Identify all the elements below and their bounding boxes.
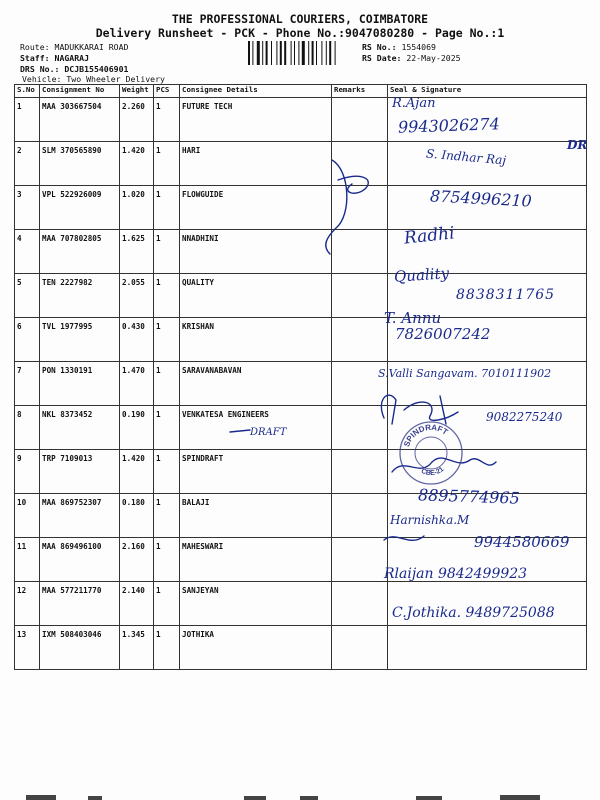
cell-consignee: VENKATESA ENGINEERS [180,406,332,450]
drs-label: DRS No.: [20,64,60,74]
spindraft-stamp [398,420,464,486]
route-value: MADUKKARAI ROAD [54,42,129,52]
cell-consignment: MAA 577211770 [40,582,120,626]
barcode-bar [266,41,268,65]
cell-consignment: TEN 2227982 [40,274,120,318]
cell-consignment: TRP 7109013 [40,450,120,494]
signature-13: C.Jothika. 9489725088 [392,605,555,621]
runsheet-subtitle: Delivery Runsheet - PCK - Phone No.:9047080280 - Page No.:1 [95,26,505,40]
signature-3-phone: 8754996210 [429,186,533,211]
cell-pcs: 1 [154,362,180,406]
table-row [15,450,587,494]
row-9-handwritten-note: DRAFT [250,427,287,438]
page-bottom-edge-marks [0,793,600,800]
cell-pcs: 1 [154,406,180,450]
cell-sno: 6 [15,318,40,362]
cell-pcs: 1 [154,98,180,142]
signature-6-phone: 7826007242 [395,325,491,343]
barcode-bar [262,41,263,65]
cell-consignee: SANJEYAN [180,582,332,626]
cell-consignee: BALAJI [180,494,332,538]
cell-sno: 3 [15,186,40,230]
barcode-bar [252,41,253,65]
barcode-image [248,41,354,65]
cell-consignment: SLM 370565890 [40,142,120,186]
barcode-bar [294,41,295,65]
signature-11-name: Harnishka.M [390,513,470,527]
signature-12: Rlaijan 9842499923 [384,566,528,582]
vehicle-line [22,74,165,84]
cell-remarks [332,274,388,318]
cell-consignment: PON 1330191 [40,362,120,406]
cell-consignee: QUALITY [180,274,332,318]
drs-line [20,64,128,74]
barcode-bar [326,41,327,65]
rs-date-value: 22-May-2025 [406,53,461,63]
cell-weight: 0.180 [120,494,154,538]
barcode-bar [257,41,260,65]
cell-sno: 9 [15,450,40,494]
signature-11-phone: 9944580669 [474,533,570,551]
cell-weight: 2.260 [120,98,154,142]
cell-weight: 1.420 [120,450,154,494]
signature-10-phone: 8895774965 [417,485,521,508]
barcode-bar [271,41,272,65]
rs-no-label: RS No.: [362,42,397,52]
rs-no-line [362,42,436,52]
cell-sno: 10 [15,494,40,538]
header-sno: S.No [15,85,40,98]
cell-consignee: FUTURE TECH [180,98,332,142]
cell-consignment: TVL 1977995 [40,318,120,362]
company-title: THE PROFESSIONAL COURIERS, COIMBATORE [171,12,429,26]
signature-7: S.Valli Sangavam. 7010111902 [378,367,552,380]
header-weight: Weight [120,85,154,98]
cell-remarks [332,406,388,450]
barcode-bar [329,41,331,65]
cell-remarks [332,186,388,230]
vehicle-label: Vehicle: [22,74,62,84]
cell-consignee: KRISHAN [180,318,332,362]
route-line [20,42,128,52]
cell-consignee: FLOWGUIDE [180,186,332,230]
cell-consignee: SPINDRAFT [180,450,332,494]
cell-consignment: IXM 508403046 [40,626,120,670]
signature-5: Quality [393,264,450,286]
barcode-bar [284,41,286,65]
route-label: Route: [20,42,50,52]
header-remarks: Remarks [332,85,388,98]
cell-consignment: MAA 869752307 [40,494,120,538]
cell-weight: 0.190 [120,406,154,450]
cell-weight: 1.345 [120,626,154,670]
cell-consignment: MAA 303667504 [40,98,120,142]
cell-sno: 13 [15,626,40,670]
signature-8-phone: 9082275240 [486,410,563,424]
barcode-bar [335,41,336,65]
rs-date-line [362,53,461,63]
cell-remarks [332,230,388,274]
table-row [15,318,587,362]
barcode-bar [302,41,305,65]
cell-sno: 7 [15,362,40,406]
header-signature: Seal & Signature [388,85,587,98]
signature-2-mark: DR [567,138,588,152]
staff-line [20,53,89,63]
cell-consignee: SARAVANABAVAN [180,362,332,406]
barcode-bar [312,41,314,65]
cell-remarks [332,582,388,626]
cell-pcs: 1 [154,142,180,186]
cell-sno: 1 [15,98,40,142]
cell-remarks [332,626,388,670]
barcode-bar [308,41,309,65]
staff-value: NAGARAJ [54,53,90,63]
header-consignee: Consignee Details [180,85,332,98]
table-row [15,626,587,670]
cell-pcs: 1 [154,274,180,318]
cell-pcs: 1 [154,626,180,670]
cell-weight: 0.430 [120,318,154,362]
cell-sno: 5 [15,274,40,318]
barcode-bar [248,41,250,65]
cell-pcs: 1 [154,494,180,538]
cell-weight: 2.160 [120,538,154,582]
signature-5-phone: 8838311765 [456,287,556,303]
cell-signature [388,626,587,670]
barcode-bar [291,41,292,65]
barcode-bar [280,41,282,65]
cell-pcs: 1 [154,582,180,626]
signature-2: S. Indhar Raj [425,146,507,168]
cell-consignee: MAHESWARI [180,538,332,582]
cell-sno: 4 [15,230,40,274]
signature-1-name: R.Ajan [392,96,436,111]
stamp-bottom-text: CBE-21 [419,465,446,478]
vehicle-value: Two Wheeler Delivery [66,74,165,84]
signature-4: Radhi [403,223,456,249]
cell-consignment: MAA 869496100 [40,538,120,582]
cell-consignment: MAA 707802805 [40,230,120,274]
cell-pcs: 1 [154,186,180,230]
cell-pcs: 1 [154,230,180,274]
staff-label: Staff: [20,53,50,63]
cell-weight: 1.625 [120,230,154,274]
cell-weight: 1.470 [120,362,154,406]
rs-no-value: 1554069 [401,42,436,52]
table-header-row [15,85,587,98]
signature-6-name: T. Annu [384,309,442,327]
cell-remarks [332,98,388,142]
cell-pcs: 1 [154,318,180,362]
cell-sno: 8 [15,406,40,450]
cell-weight: 1.420 [120,142,154,186]
barcode-bar [276,41,277,65]
cell-weight: 1.020 [120,186,154,230]
cell-sno: 12 [15,582,40,626]
header-consignment: Consignment No [40,85,120,98]
barcode-bar [316,41,317,65]
table-row [15,98,587,142]
cell-remarks [332,142,388,186]
drs-value: DCJB155406901 [64,64,129,74]
cell-consignment: NKL 8373452 [40,406,120,450]
cell-consignee: HARI [180,142,332,186]
cell-pcs: 1 [154,538,180,582]
header-pcs: PCS [154,85,180,98]
barcode-bar [321,41,322,65]
cell-remarks [332,494,388,538]
cell-weight: 2.140 [120,582,154,626]
signature-1-phone: 9943026274 [397,114,501,137]
cell-consignee: NNADHINI [180,230,332,274]
barcode-bar [298,41,299,65]
stamp-top-text: SPINDRAFT [402,422,450,448]
table-row [15,230,587,274]
cell-pcs: 1 [154,450,180,494]
cell-consignee: JOTHIKA [180,626,332,670]
cell-consignment: VPL 522926009 [40,186,120,230]
cell-sno: 11 [15,538,40,582]
cell-remarks [332,538,388,582]
cell-weight: 2.055 [120,274,154,318]
cell-sno: 2 [15,142,40,186]
cell-remarks [332,318,388,362]
rs-date-label: RS Date: [362,53,402,63]
cell-remarks [332,450,388,494]
